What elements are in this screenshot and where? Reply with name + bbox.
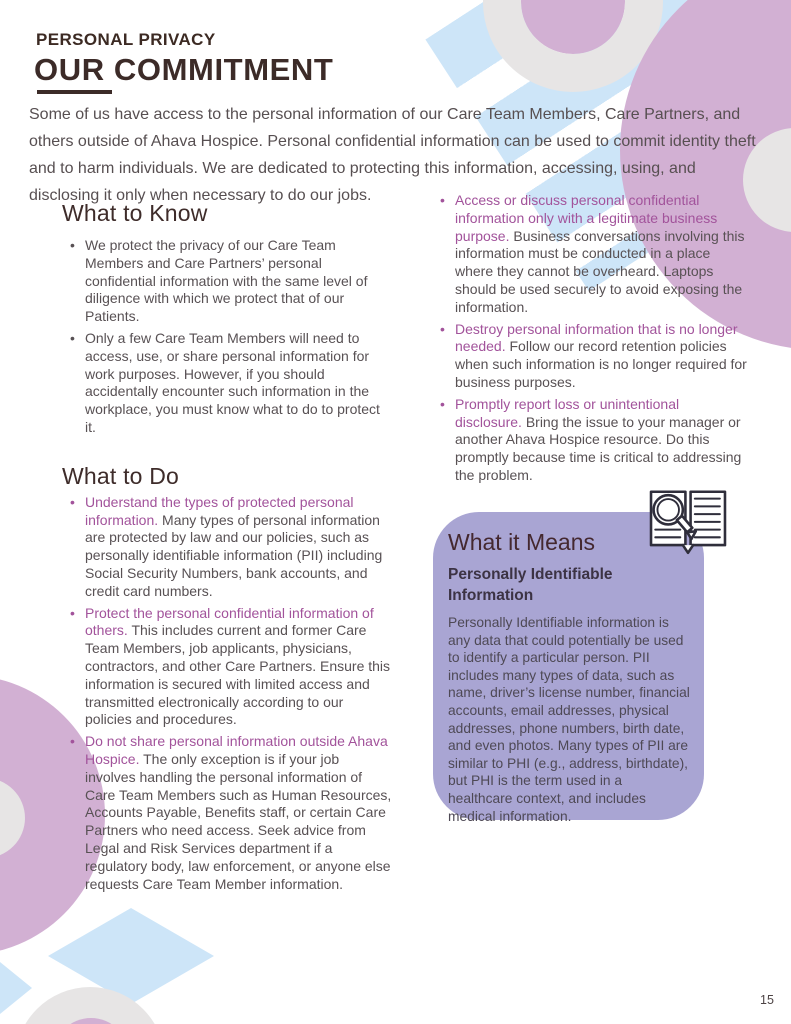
what-it-means-heading: What it Means (448, 529, 595, 555)
bullet-lead: Understand the types of protected personal information. (85, 493, 354, 528)
title-underline (37, 90, 112, 94)
bullet-lead: Promptly report loss or unintentional disclosure. (455, 395, 680, 430)
list-item (432, 321, 748, 392)
bullet-lead: Do not share personal information outside Ahava Hospice. (85, 733, 388, 767)
left-column (62, 200, 392, 897)
bullet-lead: Destroy personal information that is no longer needed. (455, 320, 738, 355)
what-it-means-box (433, 512, 704, 824)
bullet-text: Follow our record retention policies when such information is no longer required for business purposes. (455, 338, 747, 390)
intro-paragraph: Some of us have access to the personal information of our Care Team Members, Care Partners, and others outside of Ahava Hospice. Personal confidential information can be used to commit identity theft and to harm individuals. We are dedicated to protecting this information, accessing, using, and disclosing it only when necessary to do our jobs. (29, 106, 756, 204)
right-column (432, 192, 748, 489)
list-item (62, 605, 392, 730)
what-to-do-list (62, 494, 392, 894)
bullet-text: This includes current and former Care Team Members, job applicants, physicians, contractors, and other Care Partners. Ensure this information is secured with limited access and transmitted electronically according to our policies and procedures. (85, 622, 391, 728)
page-number: 15 (760, 993, 774, 1007)
bullet-text: The only exception is if your job involves handling the personal information of Care Team Members such as Human Resources, Accounts Payable, Benefits staff, or certain Care Partners who need access. Seek advice from Legal and Risk Services department if a regulatory body, law enforcement, or anyone else requests Care Team Member information. (85, 750, 392, 892)
bullet-lead: Protect the personal confidential information of others. (85, 604, 374, 639)
list-item (62, 733, 392, 893)
what-it-means-body: Personally Identifiable information is any data that could potentially be used to identify a particular person. PII includes many types of data, such as name, driver’s license number, financial accounts, email addresses, physical addresses, phone numbers, birth date, and even photos. Many types of PII are similar to PHI (e.g., address, birthdate), but PHI is the term used in a healthcare context, and includes medical information. (448, 615, 690, 824)
list-item (62, 494, 392, 601)
what-to-know-heading: What to Know (62, 200, 208, 226)
what-it-means-subheading: Personally Identifiable Information (448, 566, 613, 604)
section-eyebrow: PERSONAL PRIVACY (36, 30, 216, 49)
list-item (432, 192, 748, 317)
bullet-text: We protect the privacy of our Care Team Members and Care Partners’ personal confidential information with the same level of diligence with which we protect that of our Patients. (85, 237, 368, 325)
bullet-text: Many types of personal information are protected by law and our policies, such as personally identifiable information (PII) including Social Security Numbers, bank accounts, and credit card numbers. (85, 511, 383, 599)
what-to-know-list (62, 237, 392, 437)
list-item (62, 237, 392, 326)
right-column-list (432, 192, 748, 485)
bullet-text: Bring the issue to your manager or another Ahava Hospice resource. Do this promptly because time is critical to addressing the problem. (455, 413, 742, 483)
book-magnifier-icon (645, 484, 731, 558)
list-item (432, 396, 748, 485)
bullet-lead: Access or discuss personal confidential information only with a legitimate business purpose. (455, 192, 718, 244)
bullet-text: Business conversations involving this information must be conducted in a place where they cannot be overheard. Laptops should be used securely to avoid exposing the information. (455, 227, 745, 315)
page-title: OUR COMMITMENT (34, 52, 334, 87)
what-to-do-heading: What to Do (62, 462, 180, 489)
list-item (62, 330, 392, 437)
bullet-text: Only a few Care Team Members will need to access, use, or share personal information for work purposes. However, if you should accidentally encounter such information in the workplace, you must know what to do to protect it. (85, 329, 380, 435)
